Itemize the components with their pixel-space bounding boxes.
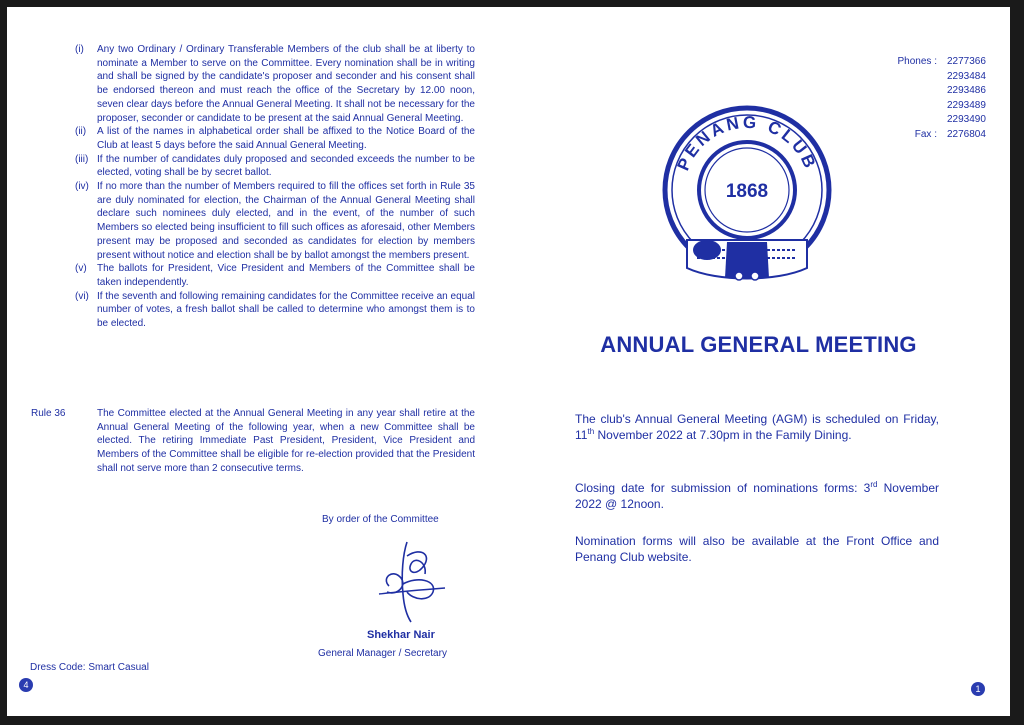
fax-label: Fax : xyxy=(914,128,937,140)
fax-row xyxy=(877,128,1007,143)
clause-text: If the seventh and following remaining candidates for the Committee receive an equal number of votes, a fresh ballot shall be called to determine who amongst them is to be elected. xyxy=(97,290,475,330)
phone-row xyxy=(877,55,1007,70)
clause-number: (vi) xyxy=(75,290,89,302)
phone-number: 2293484 xyxy=(947,70,986,82)
clause xyxy=(75,290,475,331)
clause-number: (iv) xyxy=(75,181,89,193)
logo-club-name: PENANG CLUB xyxy=(673,112,821,174)
clause-text: Any two Ordinary / Ordinary Transferable Members of the club shall be at liberty to nominate a Member to serve on the Committee. Every nomination shall be in writing and shall be signed by the candidate's proposer and seconder and his consent shall be endorsed thereon and must reach the office of the Secretary by 12.00 noon, seven clear days before the Annual General Meeting. It shall not be necessary for the proposer, seconder or candidate to be present at the said Annual General Meeting. xyxy=(97,44,475,124)
phone-label: Phones : xyxy=(897,56,937,67)
dress-code: Dress Code: Smart Casual xyxy=(30,662,149,673)
phone-label xyxy=(877,99,947,114)
page-number-badge: 4 xyxy=(19,678,33,692)
penang-club-logo xyxy=(657,90,837,290)
phone-label xyxy=(877,70,947,85)
agm-title: ANNUAL GENERAL MEETING xyxy=(600,332,917,357)
clause xyxy=(75,180,475,262)
election-clauses xyxy=(75,43,475,331)
phone-number: 2293486 xyxy=(947,85,986,96)
agm-schedule-text-b: November 2022 at 7.30pm in the Family Dining. xyxy=(594,428,852,442)
left-page xyxy=(7,7,507,716)
signatory-name: Shekhar Nair xyxy=(367,629,435,641)
phone-row xyxy=(877,113,1007,128)
clause-text: If no more than the number of Members required to fill the offices set forth in Rule 35 are duly nominated for election, the Chairman of the Annual General Meeting shall declare such nominees duly elected, and in the event, of the number of such Members so elected being insufficient to fill such offices as aforesaid, other Members present may be proposed and seconded as candidates for election by members present without notice and election shall be by ballot amongst the members present. xyxy=(97,181,475,261)
phone-label xyxy=(877,113,947,128)
phone-number: 2277366 xyxy=(947,56,986,67)
agm-schedule-paragraph xyxy=(575,411,939,443)
logo-year: 1868 xyxy=(725,181,769,202)
phone-row xyxy=(877,84,1007,99)
contact-numbers xyxy=(877,55,1007,142)
clause-number: (i) xyxy=(75,44,84,55)
right-page xyxy=(507,7,1010,716)
page-number-badge: 1 xyxy=(971,682,985,696)
clause xyxy=(75,43,475,125)
clause xyxy=(75,153,475,180)
clause-text: If the number of candidates duly proposed and seconded exceeds the number to be elected, voting shall be by secret ballot. xyxy=(97,153,475,179)
phone-number: 2293489 xyxy=(947,99,986,111)
closing-date-paragraph xyxy=(575,480,939,512)
ordinal-suffix: rd xyxy=(870,480,878,489)
rule-36 xyxy=(31,407,475,476)
phone-row xyxy=(877,99,1007,114)
clause-number: (v) xyxy=(75,263,87,275)
phone-label xyxy=(877,84,947,99)
by-order-text: By order of the Committee xyxy=(322,514,439,525)
phone-row xyxy=(877,70,1007,85)
clause xyxy=(75,262,475,289)
signature-graphic xyxy=(367,534,457,629)
agm-schedule-text-a: The club's Annual General Meeting (AGM) is scheduled on Friday, 11 xyxy=(575,412,939,442)
rule-text: The Committee elected at the Annual General Meeting in any year shall retire at the Annual General Meeting of the following year, when a new Committee shall be elected. The retiring Immediate Past President, President, Vice President and Members of the Committee shall be eligible for re-election provided that the President shall not serve more than 2 consecutive terms. xyxy=(97,408,475,474)
ordinal-suffix: th xyxy=(587,427,595,436)
clause-text: A list of the names in alphabetical order shall be affixed to the Notice Board of the Club at least 5 days before the said Annual General Meeting. xyxy=(97,126,475,151)
signatory-title: General Manager / Secretary xyxy=(318,648,447,659)
clause-number: (ii) xyxy=(75,126,87,138)
closing-date-text-a: Closing date for submission of nominations forms: 3 xyxy=(575,481,871,495)
fax-number: 2276804 xyxy=(947,128,986,140)
rule-label: Rule 36 xyxy=(31,408,66,419)
clause xyxy=(75,125,475,152)
closing-date-text-b: November 2022 @ 12noon. xyxy=(575,481,939,511)
clause-text: The ballots for President, Vice President and Members of the Committee shall be taken independently. xyxy=(97,263,475,288)
clause-number: (iii) xyxy=(75,153,89,165)
nomination-forms-paragraph: Nomination forms will also be available at the Front Office and Penang Club website. xyxy=(575,534,939,564)
brochure-sheet xyxy=(7,7,1010,716)
phone-number: 2293490 xyxy=(947,114,986,125)
